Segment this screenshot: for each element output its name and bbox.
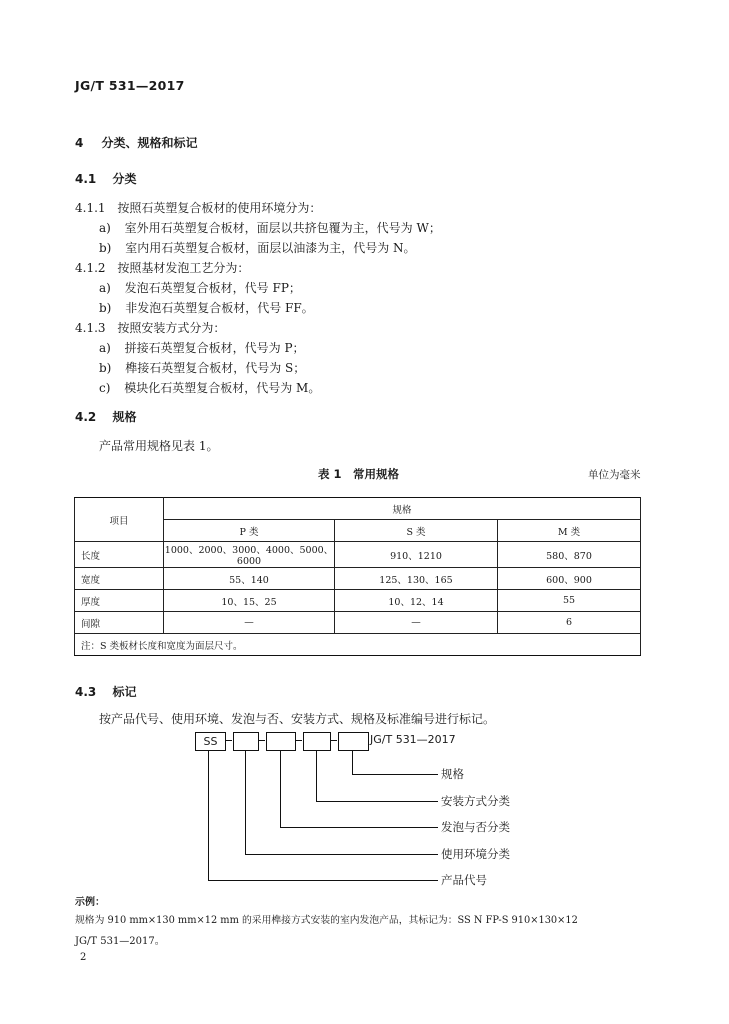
section-title: 分类	[112, 172, 137, 186]
cell-p: 10、15、25	[164, 590, 335, 612]
marking-standard: JG/T 531—2017	[370, 733, 456, 746]
list-label: a)	[99, 281, 111, 295]
section-number: 4.3	[75, 685, 97, 699]
leader-line	[245, 854, 438, 855]
list-item	[99, 339, 305, 356]
marking-install-box	[303, 732, 331, 751]
section-number: 4	[75, 136, 84, 150]
table-subheader: S 类	[335, 520, 498, 542]
row-name: 长度	[75, 542, 164, 568]
leader-line	[316, 751, 317, 801]
leader-line	[280, 827, 438, 828]
label-install: 安装方式分类	[441, 794, 510, 808]
cell-m: 600、900	[498, 568, 641, 590]
section-4-3-heading	[75, 683, 136, 700]
paragraph: 产品常用规格见表 1。	[99, 439, 219, 453]
cell-p: 1000、2000、3000、4000、5000、6000	[164, 542, 335, 568]
table-header-spec: 规格	[164, 498, 641, 520]
table-note-row	[75, 634, 641, 656]
leader-line	[208, 880, 438, 881]
table-subheader: M 类	[498, 520, 641, 542]
marking-spec-box	[338, 732, 369, 751]
list-text: 发泡石英塑复合板材，代号 FP；	[124, 281, 301, 295]
cell-s: —	[335, 612, 498, 634]
list-item	[99, 239, 416, 256]
cell-s: 10、12、14	[335, 590, 498, 612]
table-row	[75, 568, 641, 590]
paragraph: 按产品代号、使用环境、发泡与否、安装方式、规格及标准编号进行标记。	[99, 712, 496, 726]
list-label: a)	[99, 341, 111, 355]
marking-dash	[226, 740, 232, 741]
clause-4-1-3	[75, 319, 225, 336]
cell-p: —	[164, 612, 335, 634]
section-title: 规格	[112, 410, 137, 424]
table-header-item: 项目	[75, 498, 164, 542]
list-text: 榫接石英塑复合板材，代号为 S；	[125, 361, 306, 375]
list-item	[99, 299, 314, 316]
list-text: 模块化石英塑复合板材，代号为 M。	[124, 381, 321, 395]
list-text: 室内用石英塑复合板材，面层以油漆为主，代号为 N。	[125, 241, 416, 255]
cell-m: 6	[498, 612, 641, 634]
row-name: 厚度	[75, 590, 164, 612]
table-unit: 单位为毫米	[588, 469, 641, 481]
document-code-header: JG/T 531—2017	[75, 78, 185, 93]
marking-foam-box	[266, 732, 296, 751]
example-line-2: JG/T 531—2017。	[75, 936, 165, 947]
leader-line	[352, 751, 353, 774]
list-label: b)	[99, 301, 112, 315]
clause-4-1-2	[75, 259, 249, 276]
page-number: 2	[80, 952, 87, 963]
cell-s: 910、1210	[335, 542, 498, 568]
leader-line	[208, 751, 209, 880]
clause-text: 按照安装方式分为：	[117, 321, 226, 335]
marking-dash	[331, 740, 337, 741]
cell-m: 55	[498, 590, 641, 612]
list-label: b)	[99, 361, 112, 375]
marking-dash	[296, 740, 302, 741]
section-4-1-heading	[75, 170, 136, 187]
section-title: 分类、规格和标记	[101, 136, 198, 150]
section-4-2-heading	[75, 408, 136, 425]
marking-prefix-box: SS	[195, 732, 226, 751]
cell-s: 125、130、165	[335, 568, 498, 590]
table-row	[75, 542, 641, 568]
section-number: 4.2	[75, 410, 97, 424]
section-title: 标记	[112, 685, 137, 699]
list-text: 室外用石英塑复合板材，面层以共挤包覆为主，代号为 W；	[124, 221, 441, 235]
leader-line	[245, 751, 246, 854]
leader-line	[316, 801, 438, 802]
list-item	[99, 379, 320, 396]
cell-p: 55、140	[164, 568, 335, 590]
label-spec: 规格	[441, 767, 464, 781]
clause-number: 4.1.2	[75, 261, 106, 275]
table-row	[75, 590, 641, 612]
marking-environment-box	[233, 732, 259, 751]
label-product-code: 产品代号	[441, 873, 487, 887]
row-name: 间隙	[75, 612, 164, 634]
list-item	[99, 279, 301, 296]
cell-m: 580、870	[498, 542, 641, 568]
row-name: 宽度	[75, 568, 164, 590]
list-item	[99, 219, 441, 236]
clause-text: 按照石英塑复合板材的使用环境分为：	[117, 201, 322, 215]
clause-text: 按照基材发泡工艺分为：	[117, 261, 250, 275]
clause-4-1-1	[75, 199, 321, 216]
label-environment: 使用环境分类	[441, 847, 510, 861]
example-line-1: 规格为 910 mm×130 mm×12 mm 的采用榫接方式安装的室内发泡产品，其标记为：SS N FP-S 910×130×12	[75, 915, 578, 926]
section-number: 4.1	[75, 172, 97, 186]
list-text: 拼接石英塑复合板材，代号为 P；	[124, 341, 305, 355]
section-4-heading	[75, 134, 198, 151]
table-note: 注：S 类板材长度和宽度为面层尺寸。	[75, 634, 641, 656]
clause-number: 4.1.1	[75, 201, 106, 215]
clause-number: 4.1.3	[75, 321, 106, 335]
list-label: c)	[99, 381, 111, 395]
marking-dash	[259, 740, 265, 741]
list-text: 非发泡石英塑复合板材，代号 FF。	[125, 301, 314, 315]
list-label: b)	[99, 241, 112, 255]
table-row	[75, 612, 641, 634]
table-caption: 表 1 常用规格	[318, 467, 400, 481]
example-title: 示例：	[75, 897, 105, 908]
list-item	[99, 359, 305, 376]
table-subheader: P 类	[164, 520, 335, 542]
label-foam: 发泡与否分类	[441, 820, 510, 834]
list-label: a)	[99, 221, 111, 235]
leader-line	[352, 774, 438, 775]
leader-line	[280, 751, 281, 827]
spec-table	[74, 497, 641, 656]
